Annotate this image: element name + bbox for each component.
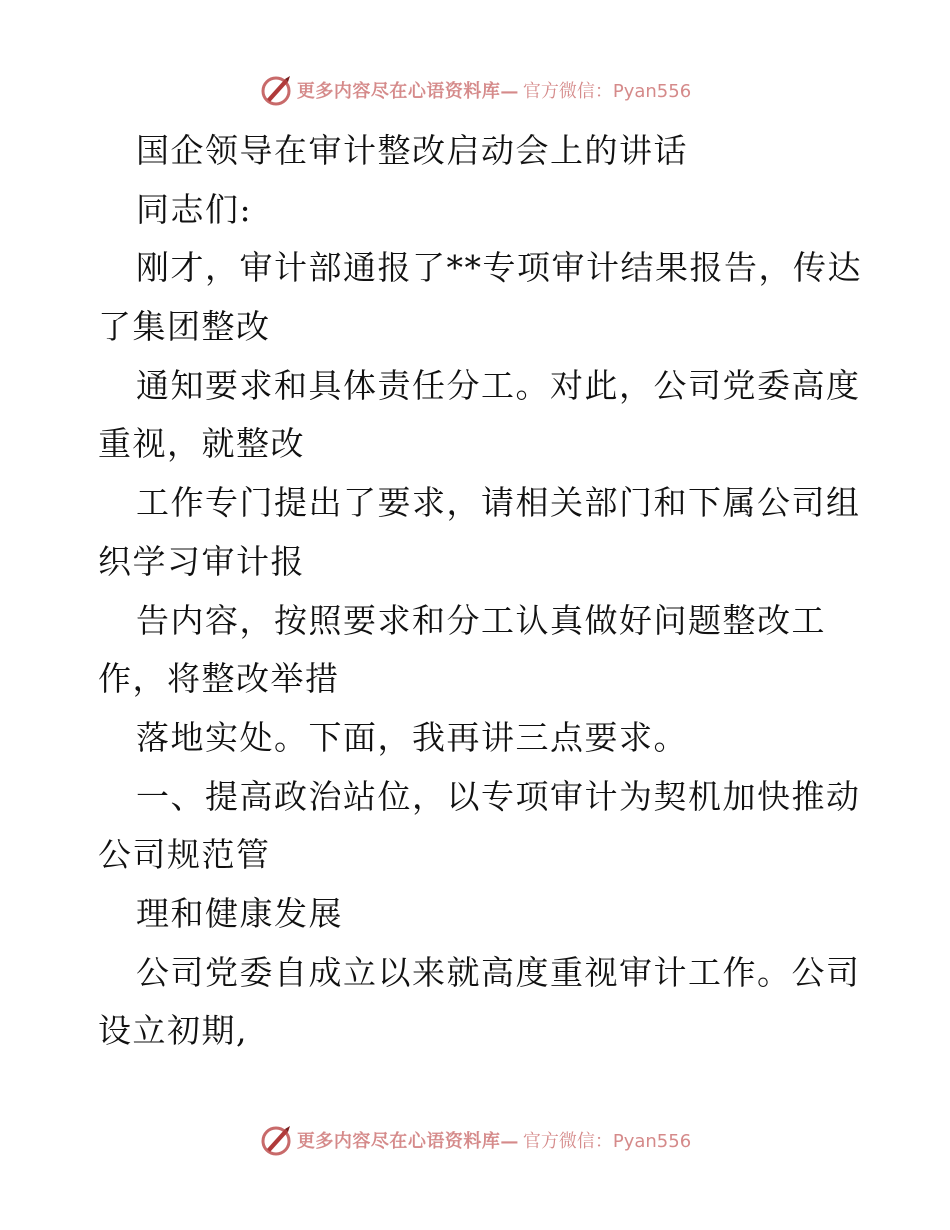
section-heading: 一、提高政治站位，以专项审计为契机加快推动: [136, 776, 861, 816]
text-line: 通知要求和具体责任分工。对此，公司党委高度: [136, 365, 861, 405]
text-line: 刚才，审计部通报了**专项审计结果报告，传达: [136, 248, 862, 288]
document-body: [98, 122, 862, 1061]
banner-text: 更多内容尽在心语资料库—: [296, 81, 519, 102]
footer-watermark-banner: [0, 1122, 950, 1158]
text-line: 重视，就整改: [98, 424, 305, 464]
doc-title: 国企领导在审计整改启动会上的讲话: [136, 131, 688, 170]
section-heading-cont: 公司规范管: [98, 835, 271, 875]
banner-wechat: 官方微信：Pyan556: [522, 81, 692, 102]
text-line: 告内容，按照要求和分工认真做好问题整改工: [136, 600, 826, 640]
text-line: 了集团整改: [98, 307, 271, 347]
banner-text: 更多内容尽在心语资料库—: [296, 1131, 519, 1152]
text-line: 工作专门提出了要求，请相关部门和下属公司组: [136, 483, 861, 523]
banner-wechat: 官方微信：Pyan556: [522, 1131, 692, 1152]
text-line: 落地实处。下面，我再讲三点要求。: [136, 717, 688, 757]
header-watermark-banner: [0, 72, 950, 108]
text-line: 织学习审计报: [98, 541, 305, 581]
quill-pen-logo-icon: [259, 1123, 293, 1157]
text-line: 公司党委自成立以来就高度重视审计工作。公司: [136, 952, 861, 992]
section-heading-cont: 理和健康发展: [136, 893, 343, 933]
salutation: 同志们:: [136, 189, 253, 229]
text-line: 作，将整改举措: [98, 659, 340, 699]
quill-pen-logo-icon: [259, 73, 293, 107]
text-line: 设立初期,: [98, 1011, 248, 1051]
